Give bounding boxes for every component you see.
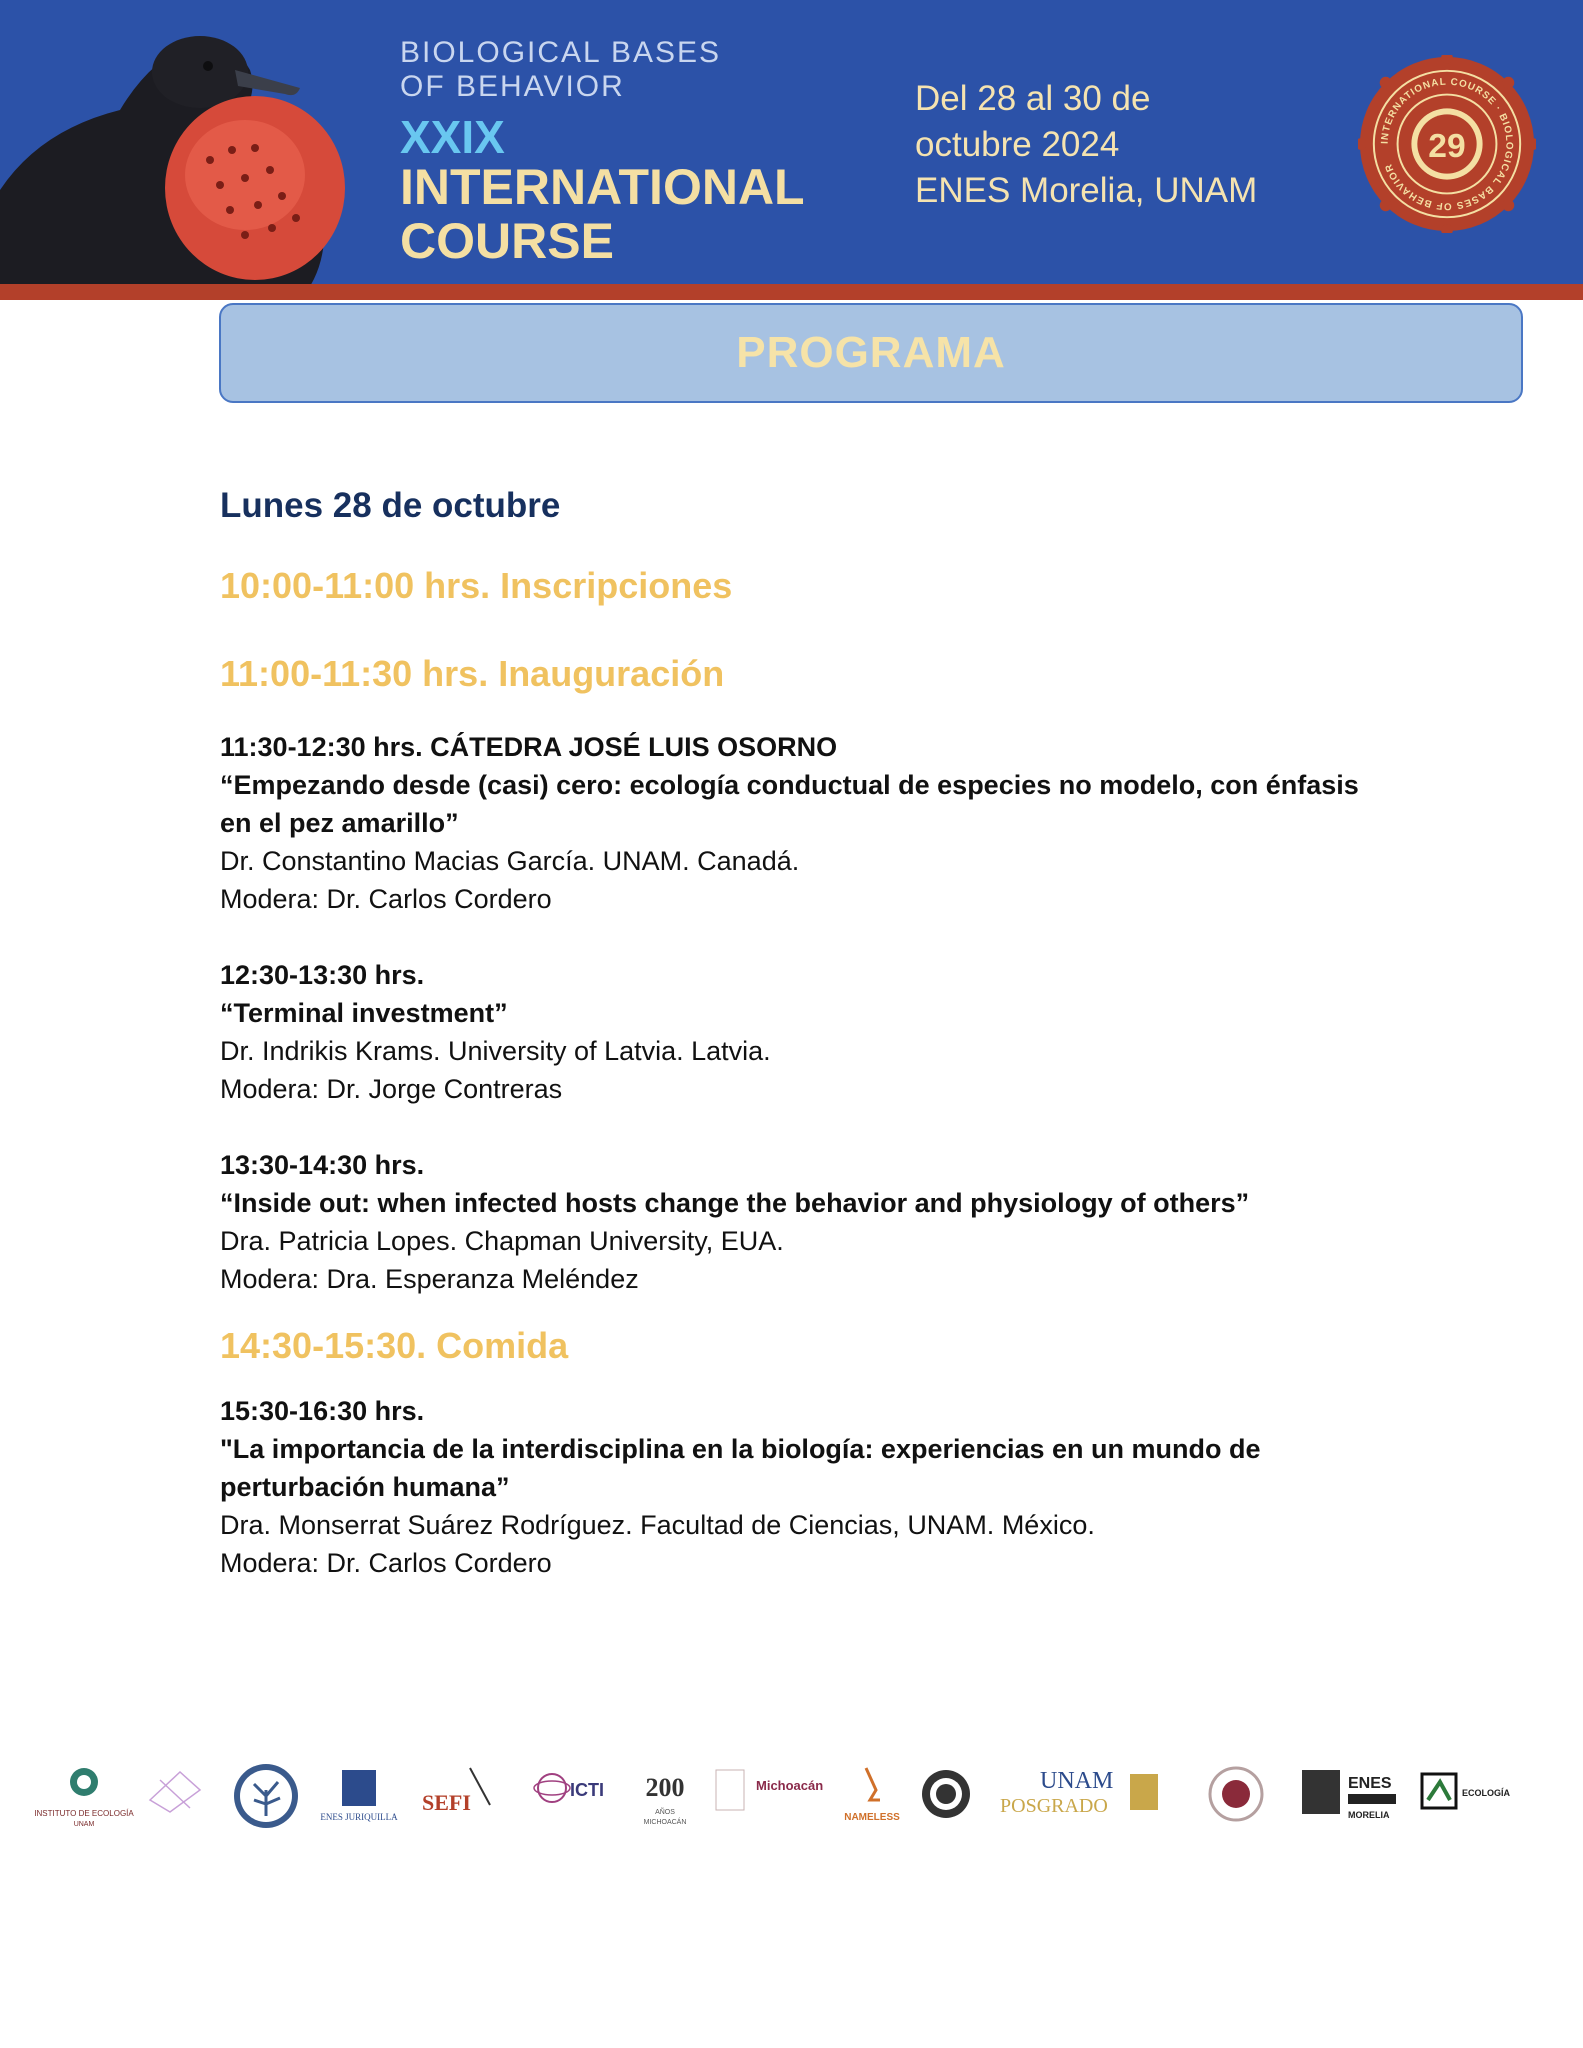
banner-stripe: [0, 284, 1583, 300]
schedule: [220, 478, 1400, 1620]
logo-icti: [534, 1774, 604, 1802]
logo-tree-circle: [234, 1764, 298, 1828]
title-line-2: COURSE: [400, 213, 614, 269]
svg-text:ECOLOGÍA: ECOLOGÍA: [1462, 1788, 1511, 1798]
venue: ENES Morelia, UNAM: [915, 171, 1258, 210]
session-moderator: Modera: Dr. Carlos Cordero: [220, 1548, 552, 1578]
session-3: [220, 1146, 1400, 1298]
session-moderator: Modera: Dr. Jorge Contreras: [220, 1074, 563, 1104]
session-title-line-1: “Empezando desde (casi) cero: ecología conductual de especies no modelo, con énfasis: [220, 770, 1359, 800]
session-title-line-1: “Inside out: when infected hosts change the behavior and physiology of others”: [220, 1188, 1250, 1218]
logo-michoacan-gobierno: [716, 1770, 823, 1810]
title-line-1: INTERNATIONAL: [400, 159, 805, 215]
session-time: 15:30-16:30 hrs.: [220, 1396, 425, 1426]
schedule-item-comida: 14:30-15:30. Comida: [220, 1325, 569, 1366]
logo-enes-morelia: [1302, 1770, 1396, 1820]
svg-text:200: 200: [645, 1773, 685, 1802]
session-4: [220, 1392, 1400, 1582]
svg-text:UNAM: UNAM: [1040, 1768, 1114, 1794]
day-title: Lunes 28 de octubre: [220, 486, 561, 525]
session-moderator: Modera: Dr. Carlos Cordero: [220, 884, 552, 914]
course-title: [400, 160, 805, 268]
svg-text:ICTI: ICTI: [570, 1780, 604, 1800]
session-title-line-2: en el pez amarillo”: [220, 808, 459, 838]
session-time: 13:30-14:30 hrs.: [220, 1150, 425, 1180]
header-banner: [0, 0, 1583, 300]
session-2: [220, 956, 1400, 1108]
svg-text:UNAM: UNAM: [73, 1821, 95, 1828]
session-time: 12:30-13:30 hrs.: [220, 960, 425, 990]
session-title-line-1: "La importancia de la interdisciplina en la biología: experiencias en un mundo de: [220, 1434, 1261, 1464]
logo-instituto-ecologia: [34, 1768, 134, 1828]
svg-text:SEFI: SEFI: [422, 1790, 471, 1815]
session-speaker: Dr. Constantino Macias García. UNAM. Canadá.: [220, 846, 800, 876]
svg-text:ENES: ENES: [1348, 1775, 1392, 1792]
seal-number: 29: [1428, 127, 1466, 165]
logo-nameless: [844, 1768, 900, 1823]
svg-text:MORELIA: MORELIA: [1348, 1810, 1390, 1820]
schedule-item-inauguracion: 11:00-11:30 hrs. Inauguración: [220, 653, 725, 694]
programa-label: PROGRAMA: [736, 328, 1006, 377]
svg-text:NAMELESS: NAMELESS: [844, 1812, 900, 1823]
session-speaker: Dra. Monserrat Suárez Rodríguez. Facultad de Ciencias, UNAM. México.: [220, 1510, 1095, 1540]
dates-line-1: Del 28 al 30 de: [915, 79, 1151, 118]
logo-enes-juriquilla: [320, 1770, 398, 1822]
session-speaker: Dr. Indrikis Krams. University of Latvia. Latvia.: [220, 1036, 771, 1066]
programa-heading-bar: [219, 303, 1523, 403]
sponsor-logos: [34, 1760, 1530, 1860]
svg-text:MICHOACÁN: MICHOACÁN: [643, 1819, 687, 1826]
course-seal-logo: [1358, 55, 1536, 233]
subtitle-line-2: OF BEHAVIOR: [400, 70, 625, 103]
seal-ring-text: INTERNATIONAL COURSE · BIOLOGICAL BASES OF BEHAVIOR: [1379, 76, 1515, 212]
schedule-item-inscripciones: 10:00-11:00 hrs. Inscripciones: [220, 565, 733, 606]
svg-text:ENES JURIQUILLA: ENES JURIQUILLA: [320, 1812, 398, 1822]
logo-round-seal: [1210, 1768, 1262, 1820]
logo-unam-posgrado: [1000, 1768, 1158, 1817]
svg-text:AÑOS: AÑOS: [655, 1809, 675, 1816]
logo-sefi: [422, 1768, 490, 1815]
session-1: [220, 728, 1400, 918]
dates-line-2: octubre 2024: [915, 125, 1120, 164]
subtitle-line-1: BIOLOGICAL BASES: [400, 36, 721, 69]
session-time: 11:30-12:30 hrs. CÁTEDRA JOSÉ LUIS OSORNO: [220, 732, 838, 762]
session-moderator: Modera: Dra. Esperanza Meléndez: [220, 1264, 639, 1294]
svg-text:POSGRADO: POSGRADO: [1000, 1795, 1108, 1817]
svg-text:Michoacán: Michoacán: [756, 1778, 824, 1793]
svg-text:INSTITUTO DE ECOLOGÍA: INSTITUTO DE ECOLOGÍA: [34, 1809, 134, 1818]
logo-200-anos-michoacan: [644, 1773, 687, 1826]
session-speaker: Dra. Patricia Lopes. Chapman University, EUA.: [220, 1226, 784, 1256]
session-title-line-1: “Terminal investment”: [220, 998, 508, 1028]
event-dates-venue: [915, 76, 1257, 214]
course-edition: XXIX: [400, 111, 505, 163]
logo-network-sketch: [150, 1772, 200, 1812]
logo-university-crest: [922, 1770, 970, 1818]
session-title-line-2: perturbación humana”: [220, 1472, 510, 1502]
logo-ecologia: [1422, 1774, 1511, 1808]
course-subtitle: [400, 36, 721, 104]
frigatebird-illustration: [0, 0, 360, 300]
